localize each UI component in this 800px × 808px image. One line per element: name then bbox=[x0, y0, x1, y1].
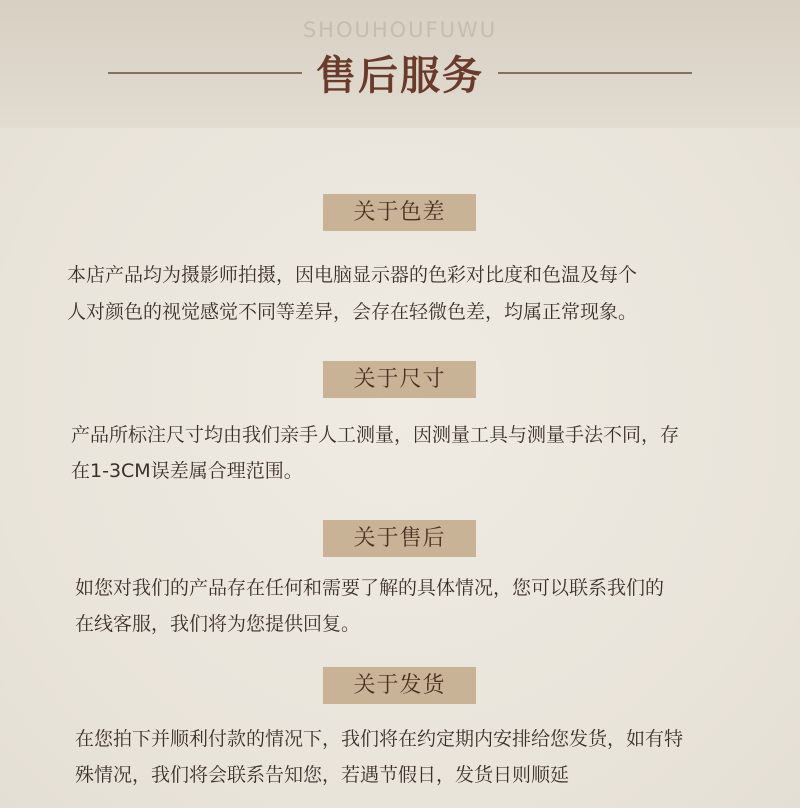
section-text-line: 在您拍下并顺利付款的情况下，我们将在约定期内安排给您发货，如有特 bbox=[75, 728, 684, 750]
section-text-line: 在线客服，我们将为您提供回复。 bbox=[75, 613, 361, 635]
section-text-line: 产品所标注尺寸均由我们亲手人工测量，因测量工具与测量手法不同，存 bbox=[71, 424, 680, 446]
section-text-line: 如您对我们的产品存在任何和需要了解的具体情况，您可以联系我们的 bbox=[75, 577, 665, 599]
section-text-line: 殊情况，我们将会联系告知您，若遇节假日，发货日则顺延 bbox=[75, 764, 570, 786]
header-subtitle: SHOUHOUFUWU bbox=[302, 18, 498, 42]
section-heading-shipping: 关于发货 bbox=[323, 667, 476, 704]
page-title: 售后服务 bbox=[316, 53, 484, 99]
section-text-line: 在1-3CM误差属合理范围。 bbox=[71, 460, 303, 482]
section-text-line: 人对颜色的视觉感觉不同等差异，会存在轻微色差，均属正常现象。 bbox=[67, 301, 638, 323]
section-heading-after-sales: 关于售后 bbox=[323, 520, 476, 557]
section-heading-size: 关于尺寸 bbox=[323, 361, 476, 398]
section-heading-color-difference: 关于色差 bbox=[323, 194, 476, 231]
title-divider-right bbox=[498, 72, 692, 74]
section-text-line: 本店产品均为摄影师拍摄，因电脑显示器的色彩对比度和色温及每个 bbox=[67, 264, 638, 286]
